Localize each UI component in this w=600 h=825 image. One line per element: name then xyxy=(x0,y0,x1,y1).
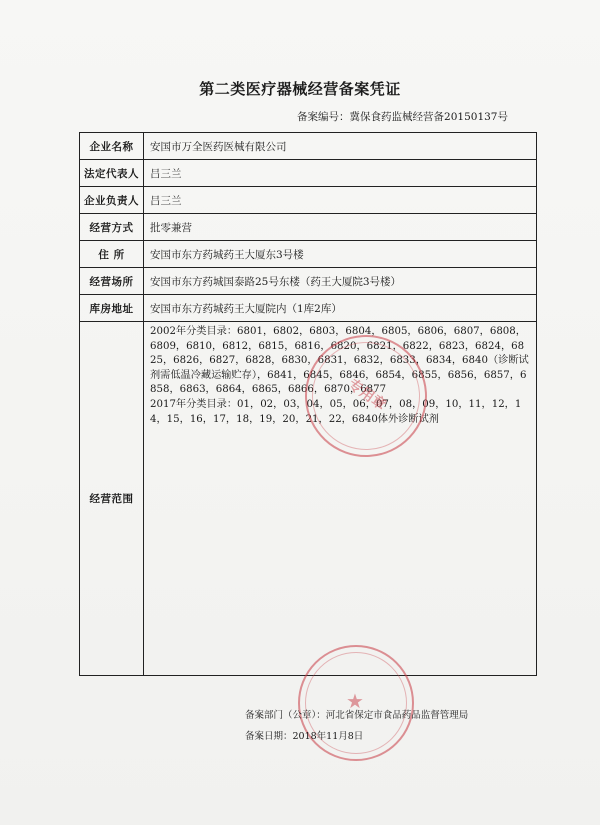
seal-star-icon: ★ xyxy=(346,689,364,713)
field-label: 企业名称 xyxy=(80,133,144,160)
field-value: 安国市东方药城药王大厦院内（1库2库） xyxy=(144,295,537,322)
field-value: 吕三兰 xyxy=(144,160,537,187)
field-value: 安国市东方药城药王大厦东3号楼 xyxy=(144,241,537,268)
field-value: 吕三兰 xyxy=(144,187,537,214)
table-row xyxy=(80,160,537,187)
document-title: 第二类医疗器械经营备案凭证 xyxy=(199,80,401,98)
table-row xyxy=(80,187,537,214)
table-row xyxy=(80,133,537,160)
field-value: 安国市万全医药医械有限公司 xyxy=(144,133,537,160)
table-row xyxy=(80,214,537,241)
table-row xyxy=(80,322,537,676)
scope-2002-catalog: 2002年分类目录：6801，6802，6803，6804，6805，6806，6807，6808，6809，6810，6812，6815，6816，6820，6821，6822，6823，6824，6825，6826，6827，6828，6830，6831，6832，6833，6834，6840（诊断试剂需低温冷藏运输贮存），6841，6845，6846，6854，6855，6856，6857，6858，6863，6864，6865，6866，6870，6877 xyxy=(150,326,529,396)
business-scope xyxy=(144,322,537,676)
field-label: 企业负责人 xyxy=(80,187,144,214)
field-label: 经营范围 xyxy=(80,322,144,676)
filing-number: 备案编号：冀保食药监械经营备20150137号 xyxy=(297,111,508,123)
field-label: 法定代表人 xyxy=(80,160,144,187)
scope-2017-catalog: 2017年分类目录：01，02，03，04，05，06，07，08，09，10，11，12，14，15，16，17，18，19，20，21，22，6840体外诊断试剂 xyxy=(150,398,522,425)
field-label: 经营方式 xyxy=(80,214,144,241)
table-row xyxy=(80,241,537,268)
filing-department: 备案部门（公章）：河北省保定市食品药品监督管理局 xyxy=(245,710,469,721)
table-row xyxy=(80,268,537,295)
field-label: 库房地址 xyxy=(80,295,144,322)
field-label: 经营场所 xyxy=(80,268,144,295)
field-label: 住 所 xyxy=(80,241,144,268)
filing-date: 备案日期：2018年11月8日 xyxy=(245,731,364,742)
registration-table xyxy=(79,132,537,676)
table-row xyxy=(80,295,537,322)
field-value: 批零兼营 xyxy=(144,214,537,241)
field-value: 安国市东方药城国泰路25号东楼（药王大厦院3号楼） xyxy=(144,268,537,295)
seal-text: 专用章 xyxy=(345,376,389,414)
